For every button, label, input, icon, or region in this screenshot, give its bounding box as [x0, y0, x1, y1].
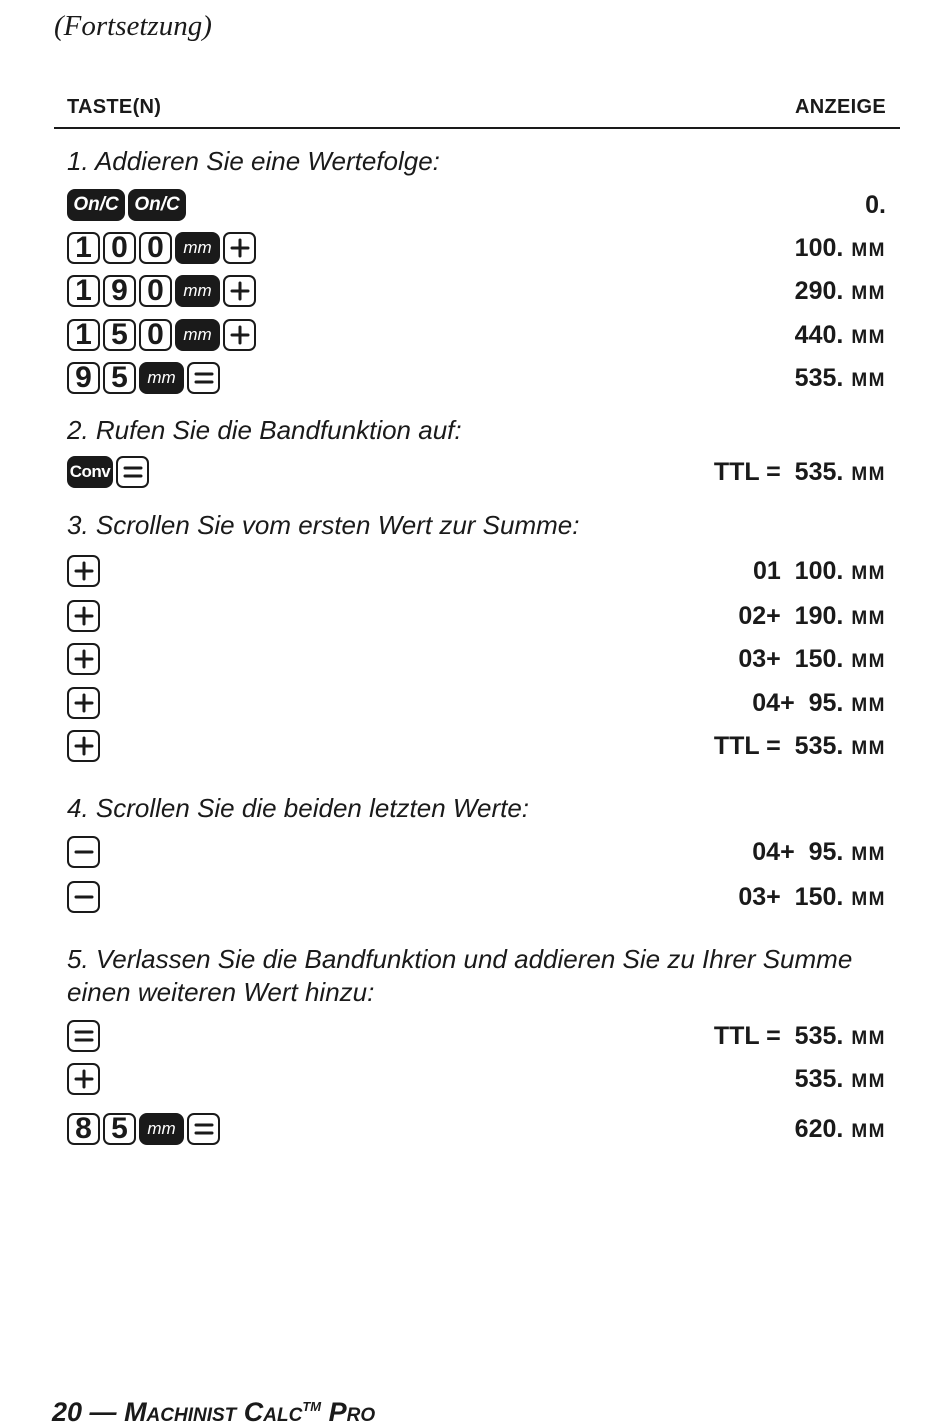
display-unit: MM [851, 1071, 886, 1092]
display-unit: MM [851, 695, 886, 716]
digit-key: 0 [139, 319, 172, 351]
key-sequence [67, 361, 220, 395]
mm-key: mm [175, 319, 220, 351]
display-value: 03+ 150. [738, 645, 844, 673]
display-unit: MM [851, 283, 886, 304]
page-footer [52, 1397, 375, 1428]
display-readout [795, 318, 886, 352]
display-unit: MM [851, 844, 886, 865]
display-value: 620. [794, 1115, 844, 1143]
digit-key: 9 [67, 362, 100, 394]
plus-icon [73, 1068, 95, 1090]
digit-key: 5 [103, 1113, 136, 1145]
display-value: 100. [794, 234, 844, 262]
display-unit: MM [851, 464, 886, 485]
display-value: 04+ 95. [752, 838, 844, 866]
plus-key [223, 319, 256, 351]
key-sequence [67, 642, 100, 676]
digit-key: 0 [103, 232, 136, 264]
equals-key [187, 362, 220, 394]
minus-icon [73, 886, 95, 908]
digit-key: 1 [67, 275, 100, 307]
equals-key [116, 456, 149, 488]
display-readout [738, 599, 886, 633]
key-sequence [67, 1112, 220, 1146]
table-row [67, 686, 886, 720]
display-unit: MM [851, 370, 886, 391]
display-unit: MM [851, 738, 886, 759]
display-unit: MM [851, 563, 886, 584]
display-value: 0. [865, 191, 886, 219]
key-sequence [67, 455, 149, 489]
table-row [67, 729, 886, 763]
key-sequence [67, 729, 100, 763]
display-value: 290. [794, 277, 844, 305]
display-readout [795, 361, 886, 395]
display-unit: MM [851, 889, 886, 910]
key-sequence [67, 231, 256, 265]
header-rule [54, 127, 900, 129]
plus-icon [73, 735, 95, 757]
product-suffix: Pro [328, 1397, 376, 1427]
key-sequence [67, 599, 100, 633]
display-readout [738, 880, 886, 914]
mm-key: mm [175, 232, 220, 264]
key-sequence [67, 188, 186, 222]
display-readout [752, 686, 886, 720]
plus-key [67, 555, 100, 587]
display-unit: MM [851, 608, 886, 629]
mm-key: mm [139, 362, 184, 394]
display-readout [714, 455, 886, 489]
display-readout [795, 1112, 886, 1146]
table-row [67, 361, 886, 395]
display-value: TTL = 535. [713, 458, 844, 486]
display-value: TTL = 535. [713, 732, 844, 760]
key-sequence [67, 1019, 100, 1053]
table-row [67, 642, 886, 676]
table-row [67, 835, 886, 869]
keys-column-header: TASTE(N) [67, 96, 162, 118]
display-value: 02+ 190. [738, 602, 844, 630]
plus-icon [229, 324, 251, 346]
equals-icon [193, 1118, 215, 1140]
plus-icon [229, 237, 251, 259]
equals-key [187, 1113, 220, 1145]
continuation-label: (Fortsetzung) [54, 10, 212, 42]
key-sequence [67, 686, 100, 720]
table-row [67, 599, 886, 633]
display-readout [738, 642, 886, 676]
display-value: 535. [794, 1065, 844, 1093]
key-sequence [67, 835, 100, 869]
key-sequence [67, 554, 100, 588]
plus-key [67, 1063, 100, 1095]
key-sequence [67, 318, 256, 352]
digit-key: 5 [103, 362, 136, 394]
plus-icon [73, 560, 95, 582]
plus-icon [73, 692, 95, 714]
display-value: 440. [794, 321, 844, 349]
display-readout [795, 274, 886, 308]
product-name: Machinist Calc [124, 1397, 303, 1427]
plus-key [67, 643, 100, 675]
table-row [67, 1019, 886, 1053]
display-readout [752, 835, 886, 869]
digit-key: 1 [67, 319, 100, 351]
display-readout [714, 1019, 886, 1053]
plus-key [223, 232, 256, 264]
digit-key: 9 [103, 275, 136, 307]
table-row [67, 455, 886, 489]
plus-key [67, 730, 100, 762]
display-value: 03+ 150. [738, 883, 844, 911]
plus-icon [73, 605, 95, 627]
digit-key: 0 [139, 275, 172, 307]
table-row [67, 1062, 886, 1096]
plus-key [223, 275, 256, 307]
digit-key: 0 [139, 232, 172, 264]
minus-key [67, 881, 100, 913]
plus-icon [73, 648, 95, 670]
conv-key: Conv [67, 456, 113, 488]
mm-key: mm [175, 275, 220, 307]
minus-icon [73, 841, 95, 863]
on-clear-key: On/C [128, 189, 186, 221]
display-column-header: ANZEIGE [795, 96, 886, 118]
display-readout [714, 729, 886, 763]
equals-key [67, 1020, 100, 1052]
display-unit: MM [851, 1121, 886, 1142]
digit-key: 5 [103, 319, 136, 351]
on-clear-key: On/C [67, 189, 125, 221]
plus-key [67, 600, 100, 632]
table-row [67, 274, 886, 308]
display-value: 01 100. [752, 557, 844, 585]
trademark: TM [302, 1399, 322, 1414]
display-readout [865, 188, 886, 222]
step-4-heading: 4. Scrollen Sie die beiden letzten Werte: [67, 793, 530, 823]
mm-key: mm [139, 1113, 184, 1145]
display-value: 535. [794, 364, 844, 392]
table-row [67, 880, 886, 914]
display-unit: MM [851, 240, 886, 261]
equals-icon [193, 367, 215, 389]
step-2-heading: 2. Rufen Sie die Bandfunktion auf: [67, 415, 462, 445]
display-unit: MM [851, 651, 886, 672]
display-unit: MM [851, 1028, 886, 1049]
table-row [67, 188, 886, 222]
key-sequence [67, 1062, 100, 1096]
table-row [67, 318, 886, 352]
digit-key: 8 [67, 1113, 100, 1145]
minus-key [67, 836, 100, 868]
equals-icon [122, 461, 144, 483]
equals-icon [73, 1025, 95, 1047]
key-sequence [67, 274, 256, 308]
display-readout [795, 1062, 886, 1096]
table-row [67, 231, 886, 265]
step-3-heading: 3. Scrollen Sie vom ersten Wert zur Summe: [67, 510, 580, 540]
digit-key: 1 [67, 232, 100, 264]
step-5-heading: 5. Verlassen Sie die Bandfunktion und addieren Sie zu Ihrer Summe einen weiteren Wert hinzu: [67, 944, 853, 1007]
display-readout [753, 554, 886, 588]
display-readout [795, 231, 886, 265]
page-number: 20 — [52, 1397, 117, 1427]
table-row [67, 554, 886, 588]
key-sequence [67, 880, 100, 914]
display-value: TTL = 535. [713, 1022, 844, 1050]
display-value: 04+ 95. [752, 689, 844, 717]
step-1-heading: 1. Addieren Sie eine Wertefolge: [67, 146, 440, 176]
display-unit: MM [851, 327, 886, 348]
table-row [67, 1112, 886, 1146]
plus-key [67, 687, 100, 719]
plus-icon [229, 280, 251, 302]
